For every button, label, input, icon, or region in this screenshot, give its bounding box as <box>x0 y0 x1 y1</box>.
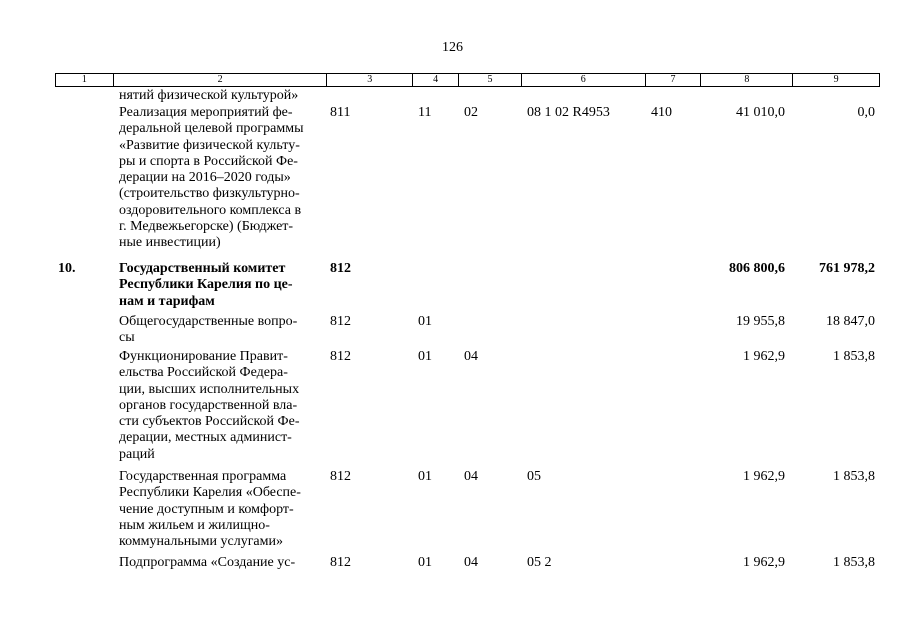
description-line: Республики Карелия «Обеспе- <box>119 485 301 501</box>
description-line: ные инвестиции) <box>119 235 221 251</box>
description-line: Общегосударственные вопро- <box>119 314 298 329</box>
description-line: дерации на 2016–2020 годы» <box>119 170 291 186</box>
col-5-cell: 04 <box>464 469 478 484</box>
col-8-cell: 41 010,0 <box>736 105 785 120</box>
row-description <box>119 88 314 104</box>
col-4-cell: 11 <box>418 105 432 120</box>
description-line: Реализация мероприятий фе- <box>119 105 293 120</box>
row-number: 10. <box>58 261 76 276</box>
page-number: 126 <box>442 40 463 55</box>
col-8-cell: 1 962,9 <box>743 555 785 570</box>
row-description <box>119 105 314 252</box>
col-8-cell: 806 800,6 <box>729 261 785 276</box>
description-line: коммунальными услугами» <box>119 534 284 550</box>
col-9-cell: 1 853,8 <box>833 469 875 484</box>
col-8-cell: 19 955,8 <box>736 314 785 329</box>
col-6-cell: 05 2 <box>527 555 552 570</box>
description-line: дерации, местных админист- <box>119 430 292 446</box>
description-line: раций <box>119 446 155 462</box>
header-cell: 9 <box>792 74 879 86</box>
col-4-cell: 01 <box>418 349 432 364</box>
row-description <box>119 314 314 347</box>
header-cell: 5 <box>458 74 521 86</box>
col-3-cell: 812 <box>330 555 351 570</box>
description-line: Функционирование Правит- <box>119 349 288 364</box>
header-cell: 4 <box>412 74 458 86</box>
col-3-cell: 812 <box>330 349 351 364</box>
description-line: нам и тарифам <box>119 293 215 309</box>
col-9-cell: 18 847,0 <box>826 314 875 329</box>
col-5-cell: 02 <box>464 105 478 120</box>
description-line: сы <box>119 330 135 346</box>
description-line: Республики Карелия по це- <box>119 277 293 293</box>
header-cell: 7 <box>645 74 701 86</box>
col-9-cell: 1 853,8 <box>833 349 875 364</box>
col-9-cell: 1 853,8 <box>833 555 875 570</box>
col-4-cell: 01 <box>418 469 432 484</box>
header-cell: 6 <box>521 74 645 86</box>
description-line: деральной целевой программы <box>119 121 304 137</box>
description-line: «Развитие физической культу- <box>119 137 300 153</box>
table-header <box>55 73 880 87</box>
description-line: Подпрограмма «Создание ус- <box>119 555 296 570</box>
description-line: ным жильем и жилищно- <box>119 517 270 533</box>
description-line: нятий физической культурой» <box>119 88 299 103</box>
col-8-cell: 1 962,9 <box>743 349 785 364</box>
col-4-cell: 01 <box>418 555 432 570</box>
description-line: чение доступным и комфорт- <box>119 501 294 517</box>
col-9-cell: 761 978,2 <box>819 261 875 276</box>
col-3-cell: 812 <box>330 261 351 276</box>
description-line: ельства Российской Федера- <box>119 365 288 381</box>
col-9-cell: 0,0 <box>857 105 875 120</box>
col-3-cell: 811 <box>330 105 351 120</box>
description-line: (строительство физкультурно- <box>119 186 300 202</box>
description-line: органов государственной вла- <box>119 397 298 413</box>
description-line: г. Медвежьегорске) (Бюджет- <box>119 219 294 235</box>
header-cell: 2 <box>113 74 326 86</box>
col-6-cell: 05 <box>527 469 541 484</box>
col-5-cell: 04 <box>464 555 478 570</box>
col-4-cell: 01 <box>418 314 432 329</box>
col-7-cell: 410 <box>651 105 672 120</box>
header-cell: 3 <box>326 74 412 86</box>
description-line: ры и спорта в Российской Фе- <box>119 153 298 169</box>
col-3-cell: 812 <box>330 469 351 484</box>
description-line: Государственная программа <box>119 469 287 484</box>
description-line: оздоровительного комплекса в <box>119 202 302 218</box>
description-line: сти субъектов Российской Фе- <box>119 414 300 430</box>
col-8-cell: 1 962,9 <box>743 469 785 484</box>
row-description <box>119 555 314 571</box>
header-cell: 1 <box>81 74 87 85</box>
col-3-cell: 812 <box>330 314 351 329</box>
description-line: Государственный комитет <box>119 261 286 276</box>
row-description <box>119 469 314 550</box>
col-5-cell: 04 <box>464 349 478 364</box>
col-6-cell: 08 1 02 R4953 <box>527 105 610 120</box>
row-description <box>119 349 314 463</box>
header-cell: 8 <box>700 74 792 86</box>
description-line: ции, высших исполнительных <box>119 381 300 397</box>
row-description <box>119 261 314 310</box>
